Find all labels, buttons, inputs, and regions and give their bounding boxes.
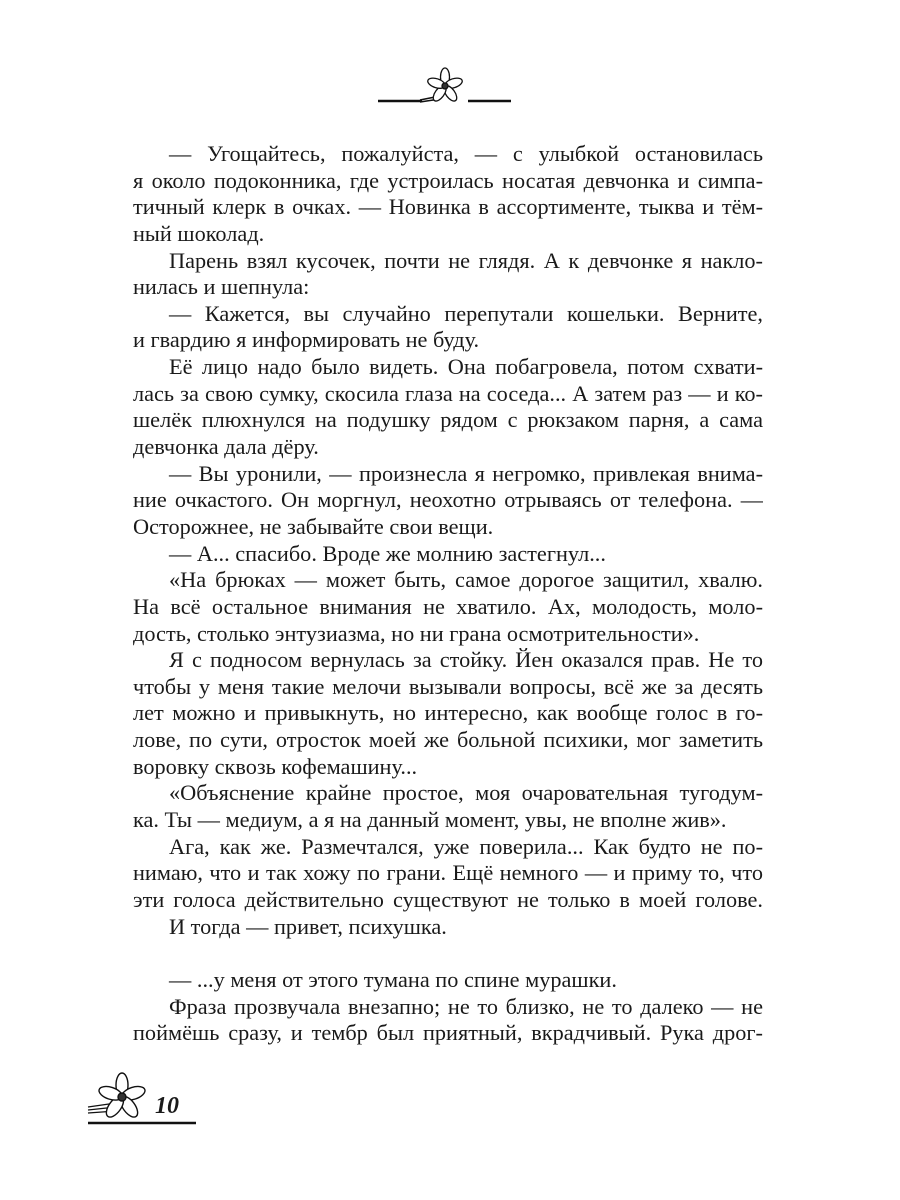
text-line: лове, по сути, отросток моей же больной психики, мог заметить <box>133 727 763 753</box>
text-line: — Кажется, вы случайно перепутали кошельки. Верните, <box>169 300 763 326</box>
text-line: поймёшь сразу, и тембр был приятный, вкрадчивый. Рука дрог- <box>133 1020 763 1046</box>
text-line: девчонка дала дёру. <box>133 434 319 460</box>
flower-icon <box>86 1070 201 1130</box>
text-line: нимаю, что и так хожу по грани. Ещё немного — и приму то, что <box>133 860 763 886</box>
text-line: эти голоса действительно существуют не только в моей голове. <box>133 886 763 912</box>
text-line: Ага, как же. Размечтался, уже поверила... Как будто не по- <box>169 833 763 859</box>
section-break <box>133 940 763 967</box>
text-line: воровку сквозь кофемашину... <box>133 753 418 779</box>
text-line: — А... спасибо. Вроде же молнию застегнул... <box>169 540 606 566</box>
text-line: «Объяснение крайне простое, моя очаровательная тугодум- <box>169 780 763 806</box>
text-line: шелёк плюхнулся на подушку рядом с рюкзаком парня, а сама <box>133 407 763 433</box>
body-text <box>133 141 763 1047</box>
text-line: лет можно и привыкнуть, но интересно, как вообще голос в го- <box>133 700 763 726</box>
text-line: тичный клерк в очках. — Новинка в ассортименте, тыква и тём- <box>133 194 763 220</box>
text-line: я около подоконника, где устроилась носатая девчонка и симпа- <box>133 167 763 193</box>
text-line: «На брюках — может быть, самое дорогое защитил, хвалю. <box>169 567 763 593</box>
text-line: нилась и шепнула: <box>133 274 310 300</box>
text-line: ка. Ты — медиум, а я на данный момент, увы, не вполне жив». <box>133 807 727 833</box>
text-line: и гвардию я информировать не буду. <box>133 327 480 353</box>
text-line: Осторожнее, не забывайте свои вещи. <box>133 513 494 539</box>
text-line: — Вы уронили, — произнесла я негромко, привлекая внима- <box>169 460 763 486</box>
text-line: ный шоколад. <box>133 220 265 246</box>
text-line: лась за свою сумку, скосила глаза на соседа... А затем раз — и ко- <box>133 380 763 406</box>
text-line: Её лицо надо было видеть. Она побагровела, потом схвати- <box>169 354 763 380</box>
text-line: На всё остальное внимания не хватило. Ах, молодость, моло- <box>133 593 763 619</box>
text-line: — Угощайтесь, пожалуйста, — с улыбкой остановилась <box>169 141 763 166</box>
text-line: дость, столько энтузиазма, но ни грана осмотрительности». <box>133 620 700 646</box>
text-line: ние очкастого. Он моргнул, неохотно отрываясь от телефона. — <box>133 487 763 513</box>
footer-ornament <box>86 1070 201 1135</box>
text-line: Парень взял кусочек, почти не глядя. А к девчонке я накло- <box>169 247 763 273</box>
header-ornament <box>370 62 520 117</box>
text-line: Я с подносом вернулась за стойку. Йен оказался прав. Не то <box>169 647 763 673</box>
text-line: И тогда — привет, психушка. <box>169 913 447 939</box>
text-line: Фраза прозвучала внезапно; не то близко, не то далеко — не <box>169 993 763 1019</box>
text-line: — ...у меня от этого тумана по спине мурашки. <box>169 966 617 992</box>
text-line: чтобы у меня такие мелочи вызывали вопросы, всё же за десять <box>133 673 763 699</box>
flower-icon <box>370 62 520 112</box>
page-number: 10 <box>155 1093 179 1119</box>
